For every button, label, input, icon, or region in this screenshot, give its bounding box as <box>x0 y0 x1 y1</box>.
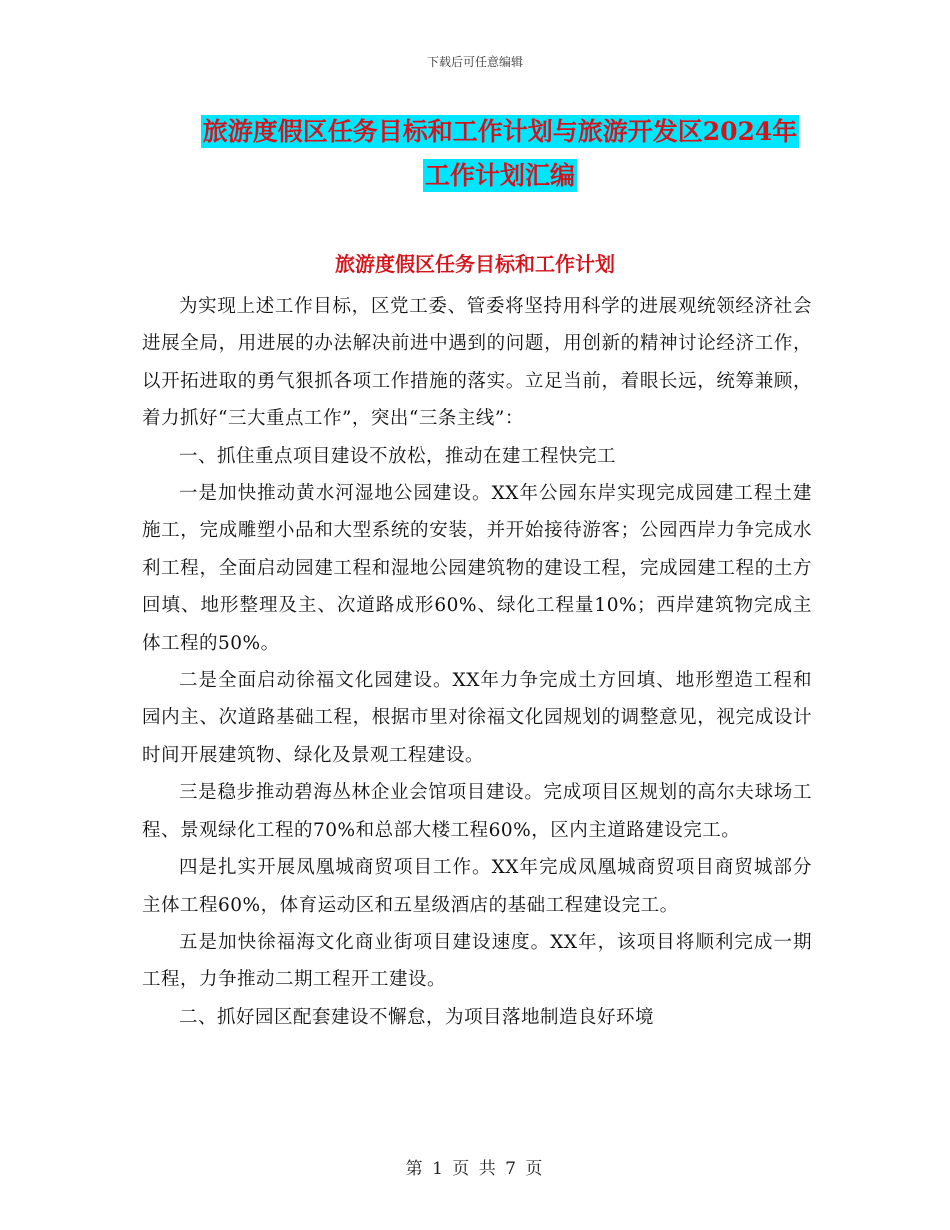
page-footer: 第 1 页 共 7 页 <box>405 1159 545 1179</box>
paragraph: 二、抓好园区配套建设不懈怠，为项目落地制造良好环境 <box>179 1006 655 1028</box>
document-body <box>142 288 812 1036</box>
paragraph: 为实现上述工作目标，区党工委、管委将坚持用科学的进展观统领经济社会进展全局，用进展的办法解决前进中遇到的问题，用创新的精神讨论经济工作，以开拓进取的勇气狠抓各项工作措施的落实。立足当前，着眼长远，统筹兼顾，着力抓好“三大重点工作”，突出“三条主线”： <box>142 296 812 430</box>
document-title-line-2: 工作计划汇编 <box>424 161 575 190</box>
paragraph: 五是加快徐福海文化商业街项目建设速度。XX年，该项目将顺利完成一期工程，力争推动二期工程开工建设。 <box>142 931 812 991</box>
paragraph: 二是全面启动徐福文化园建设。XX年力争完成土方回填、地形塑造工程和园内主、次道路基础工程，根据市里对徐福文化园规划的调整意见，视完成设计时间开展建筑物、绿化及景观工程建设。 <box>142 670 812 766</box>
paragraph: 一、抓住重点项目建设不放松，推动在建工程快完工 <box>179 445 617 467</box>
header-note: 下载后可任意编辑 <box>426 55 523 69</box>
document-title <box>130 110 870 198</box>
paragraph: 四是扎实开展凤凰城商贸项目工作。XX年完成凤凰城商贸项目商贸城部分主体工程60%，体育运动区和五星级酒店的基础工程建设完工。 <box>142 857 812 916</box>
section-title: 旅游度假区任务目标和工作计划 <box>335 252 615 276</box>
document-title-line-1: 旅游度假区任务目标和工作计划与旅游开发区2024年 <box>202 117 798 146</box>
paragraph: 一是加快推动黄水河湿地公园建设。XX年公园东岸实现完成园建工程土建施工，完成雕塑小品和大型系统的安装，并开始接待游客；公园西岸力争完成水利工程，全面启动园建工程和湿地公园建筑物的建设工程，完成园建工程的土方回填、地形整理及主、次道路成形60%、绿化工程量10%；西岸建筑物完成主体工程的50%。 <box>142 483 812 654</box>
paragraph: 三是稳步推动碧海丛林企业会馆项目建设。完成项目区规划的高尔夫球场工程、景观绿化工程的70%和总部大楼工程60%，区内主道路建设完工。 <box>142 782 812 841</box>
